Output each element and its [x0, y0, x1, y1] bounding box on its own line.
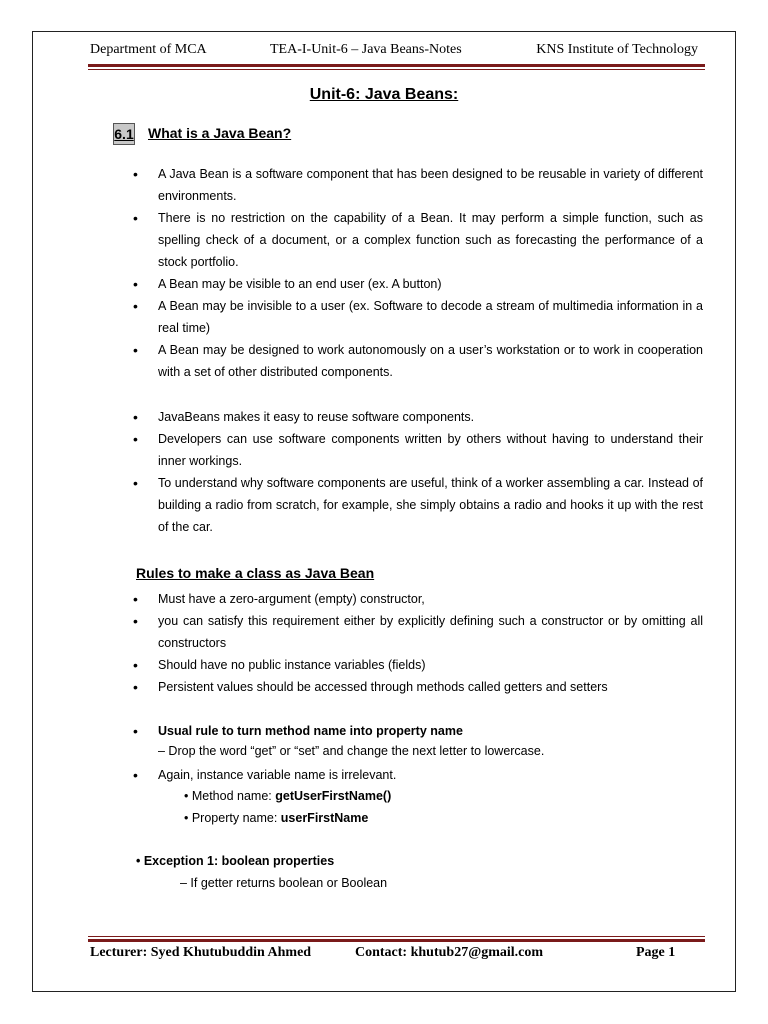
header-document-title: TEA-I-Unit-6 – Java Beans-Notes: [270, 42, 462, 57]
list-item: • Persistent values should be accessed through methods called getters and setters: [0, 676, 703, 698]
unit-title: Unit-6: Java Beans:: [309, 86, 459, 103]
bullet-icon: •: [133, 409, 138, 425]
section-title: What is a Java Bean?: [148, 125, 292, 141]
list-item: • A Bean may be designed to work autonomously on a user’s workstation or to work in cooperation with a set of other distributed components.: [0, 339, 703, 383]
list-item: • Developers can use software components written by others without having to understand their inner workings.: [0, 428, 703, 472]
usual-rule-list: [0, 720, 703, 742]
bullet-icon: •: [133, 298, 138, 314]
usual-rule-heading: Usual rule to turn method name into property name: [158, 724, 463, 738]
bullet-icon: •: [133, 723, 138, 739]
exception-detail: – If getter returns boolean or Boolean: [180, 876, 388, 890]
list-item: • Again, instance variable name is irrelevant.: [0, 764, 703, 786]
again-list: [0, 764, 703, 786]
footer-contact: Contact: khutub27@gmail.com: [355, 945, 544, 960]
header-rule-thick: [88, 64, 705, 67]
section-number: 6.1: [113, 123, 135, 145]
rules-heading: Rules to make a class as Java Bean: [136, 565, 375, 581]
bullet-icon: •: [133, 613, 138, 629]
footer-rule-thin: [88, 936, 705, 937]
header-department: Department of MCA: [90, 42, 207, 57]
bullet-icon: •: [133, 591, 138, 607]
method-name-value: getUserFirstName(): [275, 789, 392, 803]
usual-rule-detail: – Drop the word “get” or “set” and change the next letter to lowercase.: [158, 744, 545, 758]
list-item: • To understand why software components are useful, think of a worker assembling a car. Instead of building a radio from scratch, for example, she simply obtains a radio and hooks it up with the rest of the car.: [0, 472, 703, 538]
list-item: • JavaBeans makes it easy to reuse software components.: [0, 406, 703, 428]
list-item: • A Java Bean is a software component that has been designed to be reusable in variety of different environments.: [0, 163, 703, 207]
list-item: • you can satisfy this requirement either by explicitly defining such a constructor or by omitting all constructors: [0, 610, 703, 654]
list-item: • There is no restriction on the capability of a Bean. It may perform a simple function, such as spelling check of a document, or a complex function such as forecasting the performance of a stock portfolio.: [0, 207, 703, 273]
bullet-icon: •: [133, 475, 138, 491]
bullet-icon: •: [133, 276, 138, 292]
property-name-line: • Property name: userFirstName: [184, 811, 369, 825]
list-item: [0, 720, 703, 742]
list-item: • Should have no public instance variables (fields): [0, 654, 703, 676]
bullet-icon: •: [133, 166, 138, 182]
bullet-icon: •: [133, 679, 138, 695]
bullet-icon: •: [133, 767, 138, 783]
bean-definition-list: [0, 163, 703, 383]
list-item: • Must have a zero-argument (empty) constructor,: [0, 588, 703, 610]
bullet-icon: •: [133, 657, 138, 673]
list-item: • A Bean may be invisible to a user (ex. Software to decode a stream of multimedia information in a real time): [0, 295, 703, 339]
footer-lecturer: Lecturer: Syed Khutubuddin Ahmed: [90, 945, 312, 960]
footer-page-number: Page 1: [636, 945, 676, 960]
list-item: • A Bean may be visible to an end user (ex. A button): [0, 273, 703, 295]
javabeans-benefits-list: [0, 406, 703, 538]
bullet-icon: •: [133, 431, 138, 447]
header-institute: KNS Institute of Technology: [536, 42, 698, 57]
bullet-icon: •: [133, 342, 138, 358]
method-name-line: • Method name: getUserFirstName(): [184, 789, 392, 803]
property-name-value: userFirstName: [280, 811, 369, 825]
page-header: [90, 42, 698, 62]
bullet-icon: •: [133, 210, 138, 226]
rules-list: [0, 588, 703, 698]
footer-rule-thick: [88, 939, 705, 942]
exception-heading: • Exception 1: boolean properties: [136, 854, 335, 868]
header-rule-thin: [88, 69, 705, 70]
